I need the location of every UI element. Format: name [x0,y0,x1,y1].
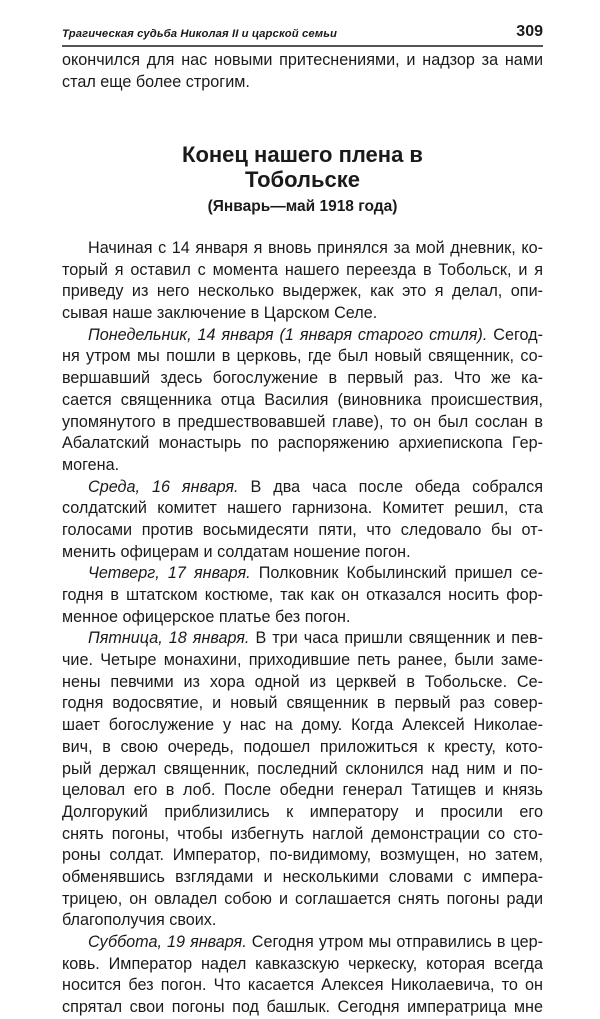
intro-paragraph [62,50,543,93]
chapter-title-line2: Тобольске [245,167,360,192]
text-line: упомянутого в предшествовавшей главе), то он был сослан в [62,412,543,431]
text-line: ковь. Император надел кавказскую черкеску, которая всегда [62,954,543,973]
text-line: могена. [62,455,120,474]
header-rule [62,45,543,47]
text-line: вершавший здесь богослужение в первый раз. Что же ка- [62,369,543,388]
text-line: шает богослужение у нас на дому. Когда Алексей Николае- [62,716,543,735]
text-line: сается священника отца Василия (виновника происшествия, [62,390,543,409]
text-fragment: В два часа после обеда собрался [238,477,543,496]
text-fragment: В три часа пришли священник и пев- [249,629,544,648]
chapter-body [62,238,543,1019]
text-fragment: Сегодня утром мы отправились в цер- [246,933,543,951]
text-line: вич, в свою очередь, подошел приложиться к кресту, кото- [62,737,543,756]
entry-date: Среда, 16 января. [88,477,239,496]
entry-date: Четверг, 17 января. [88,564,251,583]
running-head-title: Трагическая судьба Николая II и царской семьи [62,28,338,40]
text-line: нены певчими из хора одной из церквей в Тобольске. Се- [62,672,543,691]
text-line: годня водосвятие, и новый священник в первый раз совер- [62,694,543,713]
entry-line [62,477,543,499]
entry-date: Пятница, 18 января. [88,629,250,648]
text-line: спрятал свои погоны под башлык. Сегодня императрица мне [62,998,543,1017]
text-line: годня в штатском костюме, так как он отказался носить фор- [62,586,543,604]
page-number: 309 [516,23,543,40]
entry-line [62,325,543,347]
text-line: роны солдат. Император, по-видимому, возмущен, но затем, [62,846,543,865]
entry-line [62,628,543,650]
chapter-title-line1: Конец нашего плена в [182,142,423,167]
text-line: сывая наше заключение в Царском Селе. [62,304,378,323]
chapter-heading [62,142,543,218]
running-head [62,22,543,44]
text-line: трицею, он овладел собою и соглашается снять погоны ради [62,889,543,908]
entry-date: Суббота, 19 января. [88,933,247,951]
text-line: приведу из него несколько выдержек, как это я делал, опи- [62,282,543,301]
entry-date: Понедельник, 14 января (1 января старого стиля). [88,325,488,344]
text-line: голосами против восьмидесяти пяти, что следовало бы от- [62,520,543,539]
text-line: Долгорукий приблизились к императору и просили его [62,802,543,821]
text-line: благополучия своих. [62,911,217,930]
text-line: солдатский комитет нашего гарнизона. Комитет решил, ста [62,499,543,518]
text-fragment: Полковник Кобылинский пришел се- [250,564,543,583]
text-line: ня утром мы пошли в церковь, где был новый священник, со- [62,347,543,366]
text-line: обменявшись взглядами и несколькими словами с импера- [62,867,543,886]
text-line: менить офицерам и солдатам ношение погон. [62,542,411,561]
text-line: окончился для нас новыми притеснениями, и надзор за нами [62,51,543,69]
entry-line [62,932,543,954]
text-line: рый держал священник, последний склонился над ним и по- [62,759,543,778]
entry-line [62,563,543,585]
text-line: менное офицерское платье без погон. [62,607,351,626]
text-line: Абалатский монастырь по распоряжению архиепископа Гер- [62,434,543,453]
text-fragment: Сегод- [487,325,543,344]
text-line: носится без погон. Что касается Алексея Николаевича, то он [62,976,543,995]
text-line: стал еще более строгим. [62,72,250,91]
text-line: целовал его в лоб. После обедни генерал Татищев и князь [62,781,543,800]
chapter-subtitle: (Январь—май 1918 года) [207,198,398,215]
text-line: Начиная с 14 января я вновь принялся за мой дневник, ко- [88,239,543,257]
text-line: снять погоны, чтобы избегнуть наглой демонстрации со сто- [62,824,543,843]
text-line: чие. Четыре монахини, приходившие петь ранее, были заме- [62,651,543,670]
text-line: торый я оставил с момента нашего переезда в Тобольск, и я [62,260,543,279]
